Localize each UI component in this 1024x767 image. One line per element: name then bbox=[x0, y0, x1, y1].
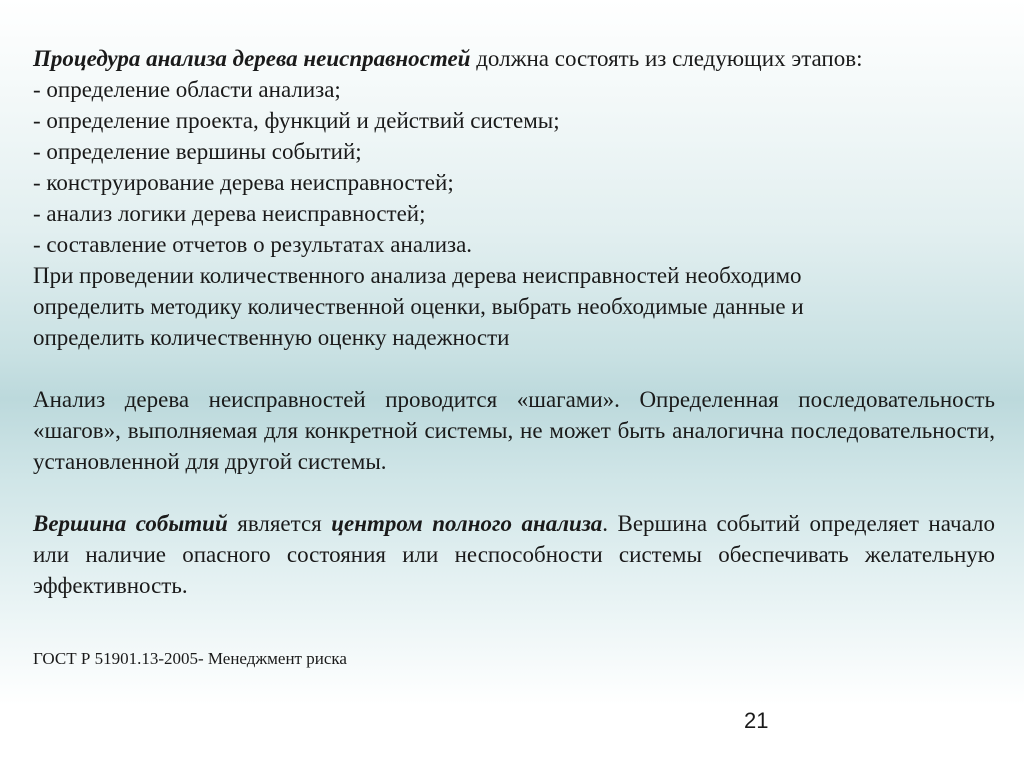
page-number: 21 bbox=[744, 708, 769, 733]
intro-rest: должна состоять из следующих этапов: bbox=[470, 46, 863, 71]
step-item: - конструирование дерева неисправностей; bbox=[33, 170, 454, 195]
top-event-term: Вершина событий bbox=[33, 511, 228, 536]
step-item: - определение области анализа; bbox=[33, 77, 341, 102]
top-event-emphasis: центром полного анализа bbox=[331, 511, 603, 536]
quantitative-line: определить количественную оценку надежности bbox=[33, 325, 510, 350]
source-citation: ГОСТ Р 51901.13-2005- Менеджмент риска bbox=[33, 649, 347, 668]
step-item: - определение вершины событий; bbox=[33, 139, 362, 164]
steps-paragraph: Анализ дерева неисправностей проводится «шагами». Определенная последовательность «шагов», выполняемая для конкретной системы, не может быть аналогична последовательности, установленной для другой системы. bbox=[33, 387, 995, 474]
step-item: - определение проекта, функций и действий системы; bbox=[33, 108, 560, 133]
quantitative-line: определить методику количественной оценки, выбрать необходимые данные и bbox=[33, 294, 804, 319]
step-item: - анализ логики дерева неисправностей; bbox=[33, 201, 426, 226]
top-event-mid: является bbox=[227, 511, 332, 536]
intro-title: Процедура анализа дерева неисправностей bbox=[33, 46, 471, 71]
top-event-paragraph bbox=[33, 508, 995, 601]
slide-content bbox=[33, 43, 995, 601]
quantitative-line: При проведении количественного анализа дерева неисправностей необходимо bbox=[33, 263, 802, 288]
intro-line bbox=[33, 43, 995, 74]
step-item: - составление отчетов о результатах анализа. bbox=[33, 232, 473, 257]
top-event-rest: . Вершина событий определяет начало или наличие опасного состояния или неспособности системы обеспечивать желательную эффективность. bbox=[33, 511, 995, 598]
